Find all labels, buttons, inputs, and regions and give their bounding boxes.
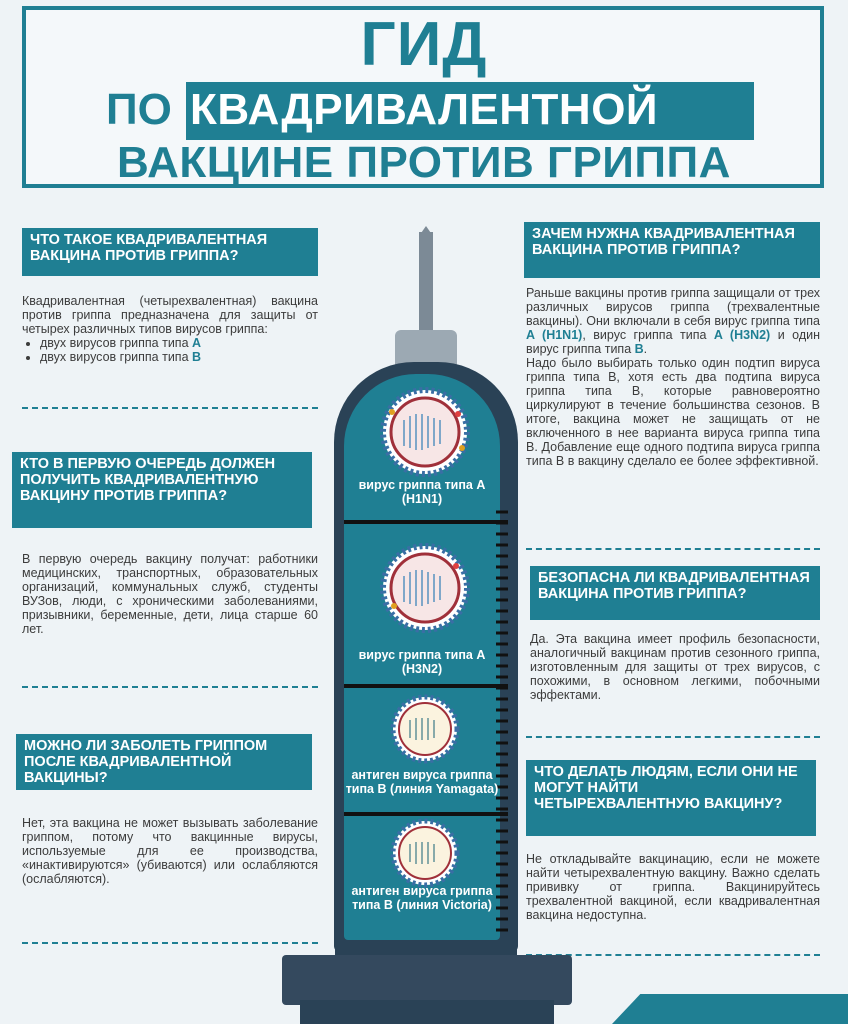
antigen-victoria-icon bbox=[382, 818, 468, 888]
left-bullet-list bbox=[22, 336, 318, 364]
virus-code: B bbox=[634, 342, 644, 356]
right-body-1-text2: Надо было выбирать только один подтип вируса гриппа типа В, хотя есть два подтипа вируса гриппа типа В, которые равновероятно циркулируют в течение большинства сезонов. В итоге, вакцина может не защищать от не включенного в нее варианта вируса гриппа типа В. Добавление еще одного подтипа вируса гриппа типа В в вакцину сделало ее более эффективной. bbox=[526, 356, 820, 468]
virus-label-h3n2: вирус гриппа типа A (H3N2) bbox=[358, 648, 486, 676]
list-item bbox=[40, 336, 318, 350]
right-body-1-part: , вирус гриппа типа bbox=[582, 328, 714, 342]
virus-label-yamagata: антиген вируса гриппа типа B (линия Yamagata) bbox=[345, 768, 499, 796]
right-body-1 bbox=[526, 286, 820, 468]
antigen-yamagata-icon bbox=[382, 694, 468, 764]
title-highlight: КВАДРИВАЛЕНТНОЙ bbox=[190, 85, 659, 134]
left-body-1-text: Квадривалентная (четырехвалентная) вакцина против гриппа предназначена для защиты от четырех различных типов вирусов гриппа: bbox=[22, 294, 318, 336]
left-heading-2: КТО В ПЕРВУЮ ОЧЕРЕДЬ ДОЛЖЕН ПОЛУЧИТЬ КВАДРИВАЛЕНТНУЮ ВАКЦИНУ ПРОТИВ ГРИППА? bbox=[12, 452, 312, 528]
corner-decoration bbox=[612, 994, 848, 1024]
virus-label-victoria: антиген вируса гриппа типа B (линия Victoria) bbox=[351, 884, 493, 912]
separator bbox=[22, 942, 318, 944]
title-prefix: ПО bbox=[106, 85, 172, 134]
left-body-1 bbox=[22, 294, 318, 364]
right-body-1-part: и один вирус гриппа типа bbox=[526, 328, 820, 356]
virus-h3n2-icon bbox=[372, 540, 478, 636]
left-body-3: Нет, эта вакцина не может вызывать заболевание гриппом, потому что вакцинные вирусы, используемые для ее производства, «инактивируются» (убиваются) или ослабляются (ослабляются). bbox=[22, 816, 318, 886]
bullet-text: двух вирусов гриппа типа bbox=[40, 336, 192, 350]
page-title: ГИД bbox=[360, 10, 488, 79]
left-heading-3: МОЖНО ЛИ ЗАБОЛЕТЬ ГРИППОМ ПОСЛЕ КВАДРИВАЛЕНТНОЙ ВАКЦИНЫ? bbox=[16, 734, 312, 790]
virus-code: A (H3N2) bbox=[713, 328, 771, 342]
virus-h1n1-icon bbox=[372, 384, 478, 480]
right-body-2: Да. Эта вакцина имеет профиль безопасности, аналогичный вакцинам против сезонного гриппа, изготовленным для защиты от трех вирусов, с похожими, в основном легкими, побочными эффектами. bbox=[530, 632, 820, 702]
title-line3: ВАКЦИНЕ ПРОТИВ ГРИППА bbox=[117, 138, 731, 187]
left-body-2: В первую очередь вакцину получат: работники медицинских, транспортных, образовательных организаций, коммунальных служб, студенты ВУЗов, люди, с хроническими заболеваниями, призывники, беременные, дети, лица старше 60 лет. bbox=[22, 552, 318, 636]
right-heading-1: ЗАЧЕМ НУЖНА КВАДРИВАЛЕНТНАЯ ВАКЦИНА ПРОТИВ ГРИППА? bbox=[524, 222, 820, 278]
virus-label-h1n1: вирус гриппа типа A (H1N1) bbox=[358, 478, 486, 506]
plunger-handle bbox=[282, 955, 572, 1005]
virus-code: A (H1N1) bbox=[526, 328, 583, 342]
right-heading-3: ЧТО ДЕЛАТЬ ЛЮДЯМ, ЕСЛИ ОНИ НЕ МОГУТ НАЙТИ ЧЕТЫРЕХВАЛЕНТНУЮ ВАКЦИНУ? bbox=[526, 760, 816, 836]
right-body-1-part: . bbox=[643, 342, 648, 356]
separator bbox=[22, 407, 318, 409]
plunger-base bbox=[300, 1000, 554, 1024]
separator bbox=[526, 548, 820, 550]
separator bbox=[22, 686, 318, 688]
right-body-3: Не откладывайте вакцинацию, если не можете найти четырехвалентную вакцину. Важно сделать прививку от гриппа. Вакцинируйтесь трехвалентной вакциной, если квадривалентная вакцина недоступна. bbox=[526, 852, 820, 922]
right-body-1-part: Раньше вакцины против гриппа защищали от трех различных вирусов гриппа (трехвалентные вакцины). Они включали в себя вирус гриппа типа bbox=[526, 286, 820, 328]
syringe-needle bbox=[419, 232, 433, 340]
bullet-letter: B bbox=[192, 350, 202, 364]
bullet-text: двух вирусов гриппа типа bbox=[40, 350, 192, 364]
right-heading-2: БЕЗОПАСНА ЛИ КВАДРИВАЛЕНТНАЯ ВАКЦИНА ПРОТИВ ГРИППА? bbox=[530, 566, 820, 620]
left-heading-1: ЧТО ТАКОЕ КВАДРИВАЛЕНТНАЯ ВАКЦИНА ПРОТИВ ГРИППА? bbox=[22, 228, 318, 276]
separator bbox=[526, 736, 820, 738]
bullet-letter: A bbox=[192, 336, 202, 350]
list-item bbox=[40, 350, 318, 364]
